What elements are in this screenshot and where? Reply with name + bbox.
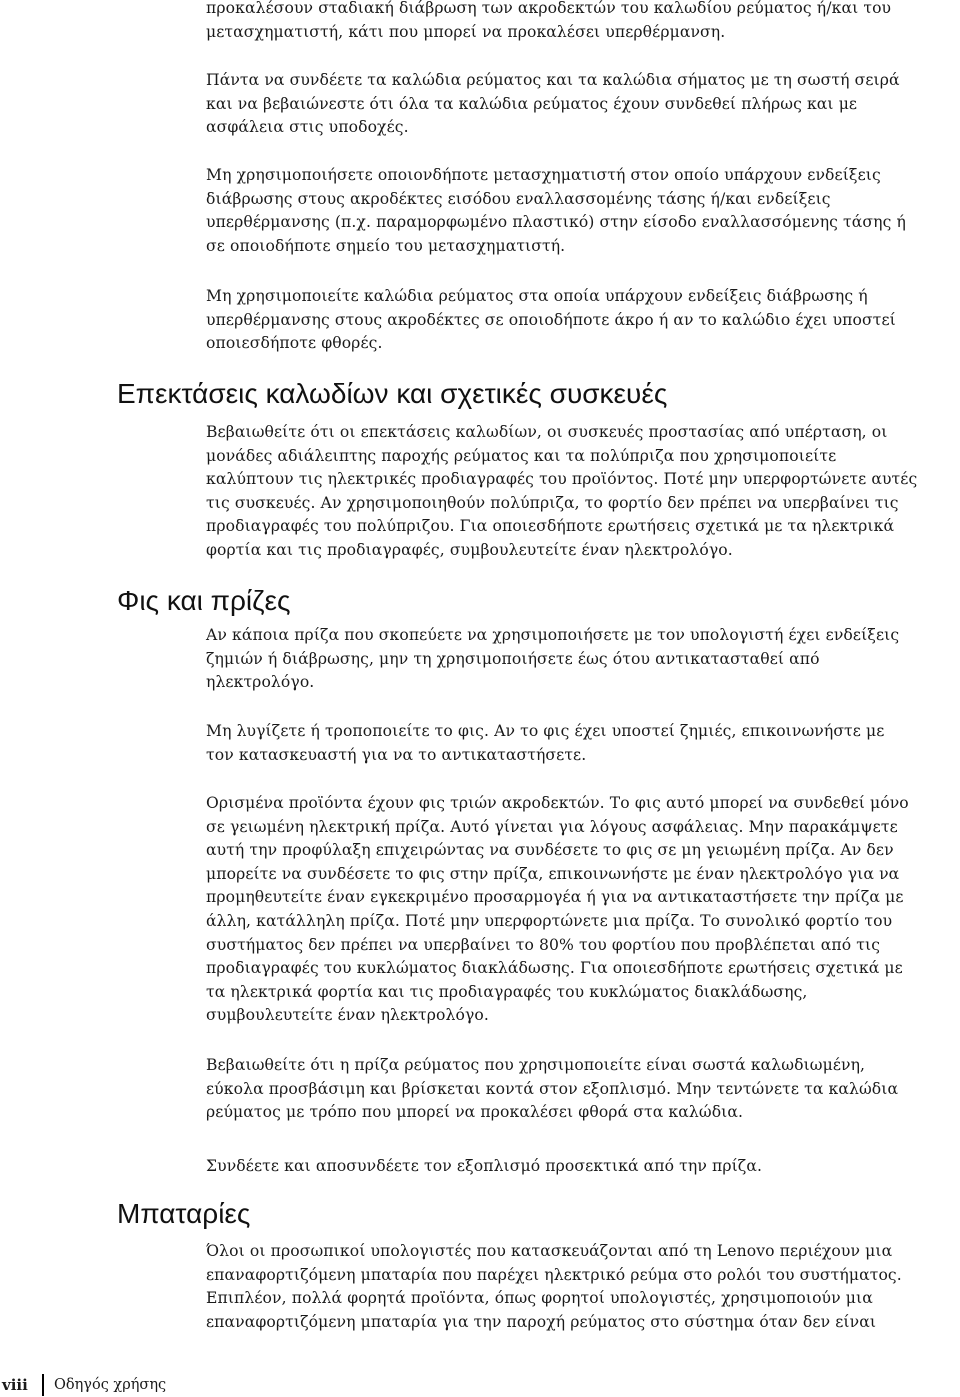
- page-number: viii: [2, 1376, 28, 1394]
- footer-document-title: Οδηγός χρήσης: [54, 1377, 167, 1393]
- page-footer: [0, 1374, 400, 1396]
- footer-divider: [42, 1374, 44, 1396]
- plugs-paragraph-3: Ορισμένα προϊόντα έχουν φις τριών ακροδεκτών. Το φις αυτό μπορεί να συνδεθεί μόνο σε γειωμένη ηλεκτρική πρίζα. Αυτό γίνεται για λόγους ασφάλειας. Μην παρακάμψετε αυτή την προφύλαξη επιχειρώντας να συνδέσετε το φις σε μη γειωμένη πρίζα. Αν δεν μπορείτε να συνδέσετε το φις στην πρίζα, επικοινωνήστε με έναν ηλεκτρολόγο για να προμηθευτείτε έναν εγκεκριμένο προσαρμογέα ή για να αντικαταστήσετε την πρίζα με άλλη, κατάλληλη πρίζα. Ποτέ μην υπερφορτώνετε μια πρίζα. Το συνολικό φορτίο του συστήματος δεν πρέπει να υπερβαίνει το 80% του φορτίου που προβλέπεται από τις προδιαγραφές του κυκλώματος διακλάδωσης. Για οποιεσδήποτε ερωτήσεις σχετικά με τα ηλεκτρικά φορτία και τις προδιαγραφές του κυκλώματος διακλάδωσης, συμβουλευτείτε έναν ηλεκτρολόγο.: [206, 794, 909, 1025]
- intro-paragraph-1: προκαλέσουν σταδιακή διάβρωση των ακροδεκτών του καλωδίου ρεύματος ή/και του μετασχηματιστή, κάτι που μπορεί να προκαλέσει υπερθέρμανση.: [206, 0, 892, 41]
- plugs-paragraph-5: Συνδέετε και αποσυνδέετε τον εξοπλισμό προσεκτικά από την πρίζα.: [206, 1157, 763, 1175]
- intro-paragraph-4: Μη χρησιμοποιείτε καλώδια ρεύματος στα οποία υπάρχουν ενδείξεις διάβρωσης ή υπερθέρμανσης στους ακροδέκτες σε οποιοδήποτε άκρο ή αν το καλώδιο έχει υποστεί οποιεσδήποτε φθορές.: [206, 287, 896, 353]
- intro-paragraph-3: Μη χρησιμοποιήσετε οποιονδήποτε μετασχηματιστή στον οποίο υπάρχουν ενδείξεις διάβρωσης στους ακροδέκτες εισόδου εναλλασσομένης τάσης ή/και ενδείξεις υπερθέρμανσης (π.χ. παραμορφωμένο πλαστικό) στην είσοδο εναλλασσόμενης τάσης ή σε οποιοδήποτε σημείο του μετασχηματιστή.: [206, 166, 906, 255]
- section-heading-batteries: Μπαταρίες: [117, 1198, 251, 1229]
- plugs-paragraph-1: Αν κάποια πρίζα που σκοπεύετε να χρησιμοποιήσετε με τον υπολογιστή έχει ενδείξεις ζημιών ή διάβρωσης, μην τη χρησιμοποιήσετε έως ότου αντικατασταθεί από ηλεκτρολόγο.: [206, 626, 900, 692]
- section-heading-extensions: Επεκτάσεις καλωδίων και σχετικές συσκευές: [117, 378, 668, 409]
- batteries-paragraph-1: Όλοι οι προσωπικοί υπολογιστές που κατασκευάζονται από τη Lenovo περιέχουν μια επαναφορτιζόμενη μπαταρία που παρέχει ηλεκτρικό ρεύμα στο ρολόι του συστήματος. Επιπλέον, πολλά φορητά προϊόντα, όπως φορητοί υπολογιστές, χρησιμοποιούν μια επαναφορτιζόμενη μπαταρία για την παροχή ρεύματος στο σύστημα όταν δεν είναι: [206, 1242, 902, 1331]
- intro-paragraph-2: Πάντα να συνδέετε τα καλώδια ρεύματος και τα καλώδια σήματος με τη σωστή σειρά και να βεβαιώνεστε ότι όλα τα καλώδια ρεύματος έχουν συνδεθεί πλήρως και με ασφάλεια στις υποδοχές.: [206, 71, 900, 137]
- plugs-paragraph-4: Βεβαιωθείτε ότι η πρίζα ρεύματος που χρησιμοποιείτε είναι σωστά καλωδιωμένη, εύκολα προσβάσιμη και βρίσκεται κοντά στον εξοπλισμό. Μην τεντώνετε τα καλώδια ρεύματος με τρόπο που μπορεί να προκαλέσει φθορά στα καλώδια.: [206, 1056, 899, 1122]
- plugs-paragraph-2: Μη λυγίζετε ή τροποποιείτε το φις. Αν το φις έχει υποστεί ζημιές, επικοινωνήστε με τον κατασκευαστή για να το αντικαταστήσετε.: [206, 722, 885, 764]
- extensions-paragraph-1: Βεβαιωθείτε ότι οι επεκτάσεις καλωδίων, οι συσκευές προστασίας από υπέρταση, οι μονάδες αδιάλειπτης παροχής ρεύματος και τα πολύπριζα που χρησιμοποιείτε καλύπτουν τις ηλεκτρικές προδιαγραφές του προϊόντος. Ποτέ μην υπερφορτώνετε αυτές τις συσκευές. Αν χρησιμοποιηθούν πολύπριζα, το φορτίο δεν πρέπει να υπερβαίνει τις προδιαγραφές του πολύπριζου. Για οποιεσδήποτε ερωτήσεις σχετικά με τα ηλεκτρικά φορτία και τις προδιαγραφές, συμβουλευτείτε έναν ηλεκτρολόγο.: [206, 423, 918, 559]
- section-heading-plugs: Φις και πρίζες: [117, 585, 291, 616]
